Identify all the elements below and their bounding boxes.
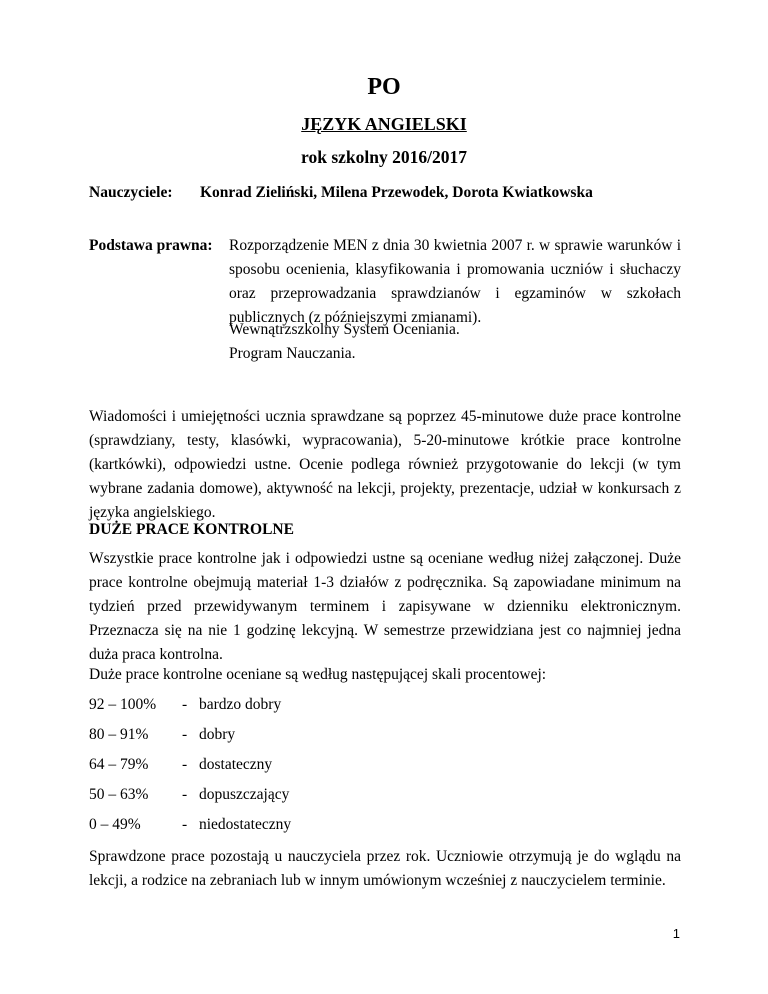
grade-dash: - [182, 786, 188, 803]
legal-wso-text: Wewnątrzszkolny System Oceniania. [229, 321, 460, 338]
grade-label: dobry [199, 726, 236, 743]
grade-dash: - [182, 696, 188, 713]
section-body-paragraph: Wszystkie prace kontrolne jak i odpowiedzi ustne są oceniane według niżej załączonej. Duże prace kontrolne obejmują materiał 1-3 działów z podręcznika. Są zapowiadane minimum na tydzień przed przewidywanym terminem i zapisywane w dzienniku elektronicznym. Przeznacza się na nie 1 godzinę lekcyjną. W semestrze przewidziana jest co najmniej jedna duża praca kontrolna. [89, 550, 681, 663]
grade-scale-row [89, 723, 235, 747]
grade-label: dostateczny [199, 756, 273, 773]
grade-range: 64 – 79% [89, 756, 149, 773]
legal-basis-text: Rozporządzenie MEN z dnia 30 kwietnia 2007 r. w sprawie warunków i sposobu ocenienia, klasyfikowania i promowania uczniów i słuchaczy oraz przeprowadzania sprawdzianów i egzaminów w szkołach publicznych (z późniejszymi zmianami). [229, 237, 681, 326]
grade-dash: - [182, 726, 188, 743]
school-year-heading: rok szkolny 2016/2017 [301, 147, 467, 167]
grade-range: 0 – 49% [89, 816, 141, 833]
grade-range: 92 – 100% [89, 696, 157, 713]
grade-scale-row [89, 693, 281, 717]
closing-paragraph: Sprawdzone prace pozostają u nauczyciela przez rok. Uczniowie otrzymują je do wglądu na lekcji, a rodzice na zebraniach lub w innym umówionym wcześniej z nauczycielem terminie. [89, 848, 681, 889]
teachers-names: Konrad Zieliński, Milena Przewodek, Dorota Kwiatkowska [200, 184, 593, 201]
grade-scale-row [89, 813, 291, 837]
legal-basis-label: Podstawa prawna: [89, 237, 213, 254]
subject-heading: JĘZYK ANGIELSKI [301, 114, 467, 134]
grade-scale-row [89, 753, 272, 777]
grade-dash: - [182, 756, 188, 773]
grade-range: 80 – 91% [89, 726, 149, 743]
grade-range: 50 – 63% [89, 786, 149, 803]
teachers-label: Nauczyciele: [89, 184, 173, 201]
scale-intro-paragraph: Duże prace kontrolne oceniane są według następującej skali procentowej: [89, 666, 547, 683]
grade-scale-row [89, 783, 289, 807]
intro-paragraph: Wiadomości i umiejętności ucznia sprawdzane są poprzez 45-minutowe duże prace kontrolne (sprawdziany, testy, klasówki, wypracowania), 5-20-minutowe krótkie prace kontrolne (kartkówki), odpowiedzi ustne. Ocenie podlega również przygotowanie do lekcji (w tym wybrane zadania domowe), aktywność na lekcji, projekty, prezentacje, udział w konkursach z języka angielskiego. [89, 408, 681, 521]
grade-label: dopuszczający [199, 786, 290, 803]
legal-program-text: Program Nauczania. [229, 345, 356, 362]
grade-dash: - [182, 816, 188, 833]
page-number: 1 [672, 926, 680, 941]
section-heading: DUŻE PRACE KONTROLNE [89, 521, 294, 538]
document-title: PO [367, 74, 401, 100]
grade-label: niedostateczny [199, 816, 292, 833]
grade-label: bardzo dobry [199, 696, 282, 713]
